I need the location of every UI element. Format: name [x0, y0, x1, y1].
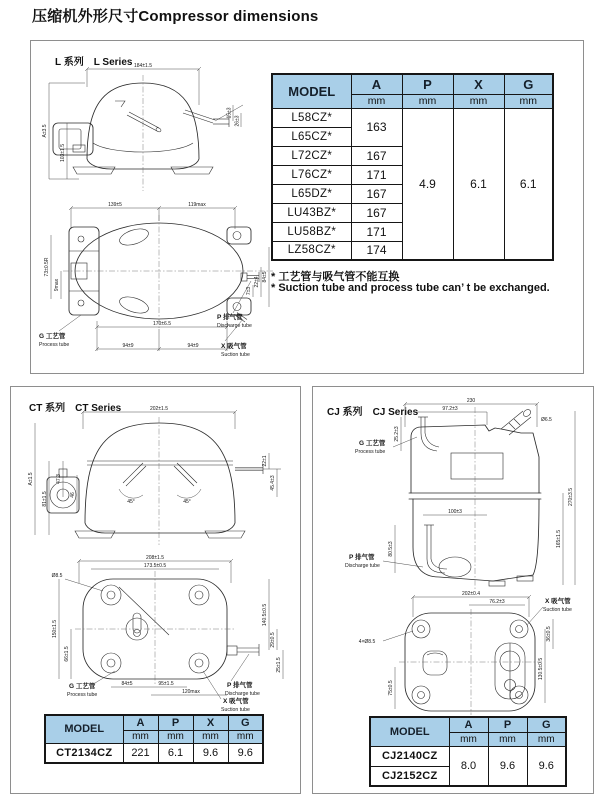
l-series-heading-en: L Series [93, 57, 133, 68]
l-series-panel [30, 40, 584, 374]
dim-label: 66±1.5 [64, 646, 70, 662]
tubes-side [127, 110, 229, 133]
l-series-heading-cn: L 系列 [55, 57, 84, 68]
unit-cell: mm [193, 730, 228, 743]
tube-label-p-en: Discharge tube [225, 691, 260, 697]
value-cell-p: 4.9 [402, 108, 453, 260]
value-cell-a: 171 [351, 165, 402, 184]
ct-bottom-dim-lines [52, 555, 283, 695]
ct-series-bottom-view-drawing [19, 555, 291, 713]
dim-label: 95±1.5 [158, 681, 174, 687]
dim-label: 81±1.5 [42, 491, 48, 507]
dim-label: 45.4±3 [270, 475, 276, 491]
dim-label: 75±0.5 [388, 680, 394, 696]
l-series-table [271, 73, 554, 261]
compressor-body-cj-bottom [399, 609, 541, 715]
unit-cell: mm [504, 94, 553, 108]
value-cell-g: 9.6 [527, 746, 566, 786]
compressor-body-top [63, 215, 273, 329]
ct-series-table [44, 714, 264, 764]
tube-label-g-cn: G 工艺管 [359, 440, 386, 447]
ct-series-heading-cn: CT 系列 [29, 403, 66, 414]
cj-series-heading-en: CJ Series [372, 407, 419, 418]
dim-label: 103±1.5 [60, 143, 66, 163]
col-header-x: X [453, 74, 504, 94]
model-cell: L65DZ* [272, 184, 351, 203]
tube-label-p-cn: P 排气管 [227, 682, 253, 689]
dim-label: 46 [70, 492, 76, 498]
tubes-ct-bottom [227, 644, 259, 656]
dim-label: 9max [54, 278, 60, 292]
dim-label: 22±1 [262, 455, 268, 467]
tube-label-x-en: Suction tube [221, 707, 250, 713]
value-cell-a: 163 [351, 108, 402, 146]
value-cell-a: 167 [351, 146, 402, 165]
dim-label: 80.5±3 [388, 541, 394, 557]
cj-series-bottom-view-drawing [339, 591, 591, 717]
dim-label: 120max [182, 689, 200, 695]
model-cell: L76CZ* [272, 165, 351, 184]
dim-label: 202±1.5 [149, 406, 169, 412]
hole-dim-label: 4×Ø8.5 [358, 639, 376, 645]
col-header-g: G [228, 715, 263, 730]
dim-label: 184±1.5 [133, 63, 153, 69]
dim-label: A±3.5 [42, 124, 48, 138]
value-cell-x: 9.6 [193, 743, 228, 763]
dim-label: 139±5 [108, 202, 122, 208]
tubes-ct-side [119, 463, 263, 505]
value-cell-g: 9.6 [228, 743, 263, 763]
tube-label-x-cn: X 吸气管 [221, 343, 247, 350]
hole-dim-label: Ø8.5 [51, 573, 63, 579]
tube-label-g-cn: G 工艺管 [39, 333, 66, 340]
dim-label: 170±6.5 [152, 321, 172, 327]
note-cn: * 工艺管与吸气管不能互换 [271, 271, 400, 283]
unit-cell: mm [351, 94, 402, 108]
tube-leader-labels [39, 281, 252, 358]
tube-label-g-cn: G 工艺管 [69, 683, 96, 690]
col-header-a: A [449, 717, 488, 732]
col-header-model: MODEL [45, 715, 123, 743]
col-header-a: A [351, 74, 402, 94]
dim-label: 130.5±0.5 [538, 657, 544, 681]
cj-side-dim-lines [388, 398, 575, 585]
dim-label: 119max [188, 202, 206, 208]
note-en: * Suction tube and process tube can’ t be exchanged. [271, 282, 550, 294]
l-series-top-view-drawing [37, 201, 277, 369]
dim-label: 84±5 [262, 271, 268, 283]
dim-label: 100±3 [448, 509, 462, 515]
model-cell: L65CZ* [272, 127, 351, 146]
tube-leader-labels-cj-bottom [527, 596, 572, 625]
dim-label: 25.2±3 [394, 426, 400, 442]
dim-label: 173.5±0.5 [143, 563, 167, 569]
value-cell-p: 9.6 [488, 746, 527, 786]
model-cell: LU58BZ* [272, 222, 351, 241]
dim-label: 84±5 [121, 681, 133, 687]
ct-series-panel [10, 386, 301, 794]
tube-label-x-en: Suction tube [543, 607, 572, 613]
cj-series-panel [312, 386, 594, 794]
value-cell-x: 6.1 [453, 108, 504, 260]
value-cell-p: 6.1 [158, 743, 193, 763]
dim-label: Ø6.5 [541, 417, 552, 423]
dim-label: 73±0.5R [44, 257, 50, 277]
ct-series-heading-en: CT Series [75, 403, 122, 414]
dim-label: 165±1.5 [556, 529, 562, 549]
model-cell: CJ2140CZ [370, 746, 449, 766]
col-header-model: MODEL [370, 717, 449, 746]
value-cell-a: 167 [351, 203, 402, 222]
unit-cell: mm [402, 94, 453, 108]
tube-label-p-cn: P 排气管 [349, 554, 375, 561]
cj-series-heading-cn: CJ 系列 [327, 407, 363, 418]
col-header-p: P [488, 717, 527, 732]
dim-label: 29±0.5 [270, 632, 276, 648]
value-cell-a: 171 [351, 222, 402, 241]
dim-label: 47.3 [56, 474, 62, 484]
dim-label: 26±3 [234, 115, 241, 127]
tube-label-g-en: Process tube [39, 342, 70, 348]
dim-label: 150±1.5 [52, 619, 58, 639]
model-cell: L58CZ* [272, 108, 351, 127]
model-cell: LZ58CZ* [272, 241, 351, 260]
dim-label: 15±3 [226, 107, 233, 119]
tube-label-p-cn: P 排气管 [217, 314, 243, 321]
model-cell: LU43BZ* [272, 203, 351, 222]
compressor-body-side [53, 75, 213, 191]
tube-label-x-cn: X 吸气管 [545, 598, 571, 605]
unit-cell: mm [123, 730, 158, 743]
value-cell-g: 6.1 [504, 108, 553, 260]
value-cell-a: 174 [351, 241, 402, 260]
angle-label: 45° [183, 499, 191, 505]
model-cell: CT2134CZ [45, 743, 123, 763]
col-header-p: P [158, 715, 193, 730]
dim-label: 230 [466, 398, 476, 404]
value-cell-a: 8.0 [449, 746, 488, 786]
tube-label-g-en: Process tube [355, 449, 386, 455]
compressor-body-ct-side [47, 417, 245, 545]
unit-cell: mm [527, 732, 566, 746]
col-header-model: MODEL [272, 74, 351, 108]
unit-cell: mm [228, 730, 263, 743]
dim-label: 208±1.5 [145, 555, 165, 561]
tube-label-x-cn: X 吸气管 [223, 698, 249, 705]
unit-cell: mm [488, 732, 527, 746]
compressor-body-ct-bottom [75, 571, 235, 685]
col-header-g: G [527, 717, 566, 732]
col-header-x: X [193, 715, 228, 730]
dim-label: 97.2±3 [442, 406, 458, 412]
dim-label: 22±4 [254, 276, 260, 288]
unit-cell: mm [449, 732, 488, 746]
value-cell-a: 167 [351, 184, 402, 203]
cj-series-side-view-drawing [343, 397, 587, 593]
value-cell-a: 221 [123, 743, 158, 763]
l-side-dim-lines [42, 63, 243, 179]
ct-series-side-view-drawing [19, 405, 295, 555]
tube-label-p-en: Discharge tube [217, 323, 252, 329]
dim-label: 94±9 [187, 343, 199, 349]
dim-label: 7±3 [246, 286, 252, 296]
col-header-g: G [504, 74, 553, 94]
dim-label: 270±3.5 [568, 487, 574, 507]
compressor-body-cj-side [409, 407, 541, 589]
model-cell: L72CZ* [272, 146, 351, 165]
dim-label: 76.2±3 [489, 599, 505, 605]
angle-label: 45° [127, 499, 135, 505]
tube-label-x-en: Suction tube [221, 352, 250, 358]
unit-cell: mm [158, 730, 193, 743]
tubes-cj-side [418, 417, 471, 577]
dim-label: 202±0.4 [461, 591, 481, 597]
dim-label: 140.5±0.5 [262, 603, 268, 627]
page-title: 压缩机外形尺寸Compressor dimensions [32, 8, 319, 25]
dim-label: A±1.5 [28, 472, 34, 486]
l-series-side-view-drawing [37, 61, 249, 201]
tube-label-g-en: Process tube [67, 692, 98, 698]
tube-label-p-en: Discharge tube [345, 563, 380, 569]
col-header-a: A [123, 715, 158, 730]
model-cell: CJ2152CZ [370, 766, 449, 786]
cj-series-table [369, 716, 567, 787]
dim-label: 36±0.5 [546, 626, 552, 642]
unit-cell: mm [453, 94, 504, 108]
col-header-p: P [402, 74, 453, 94]
dim-label: 94±9 [122, 343, 134, 349]
dim-label: 25±1.5 [276, 657, 282, 673]
